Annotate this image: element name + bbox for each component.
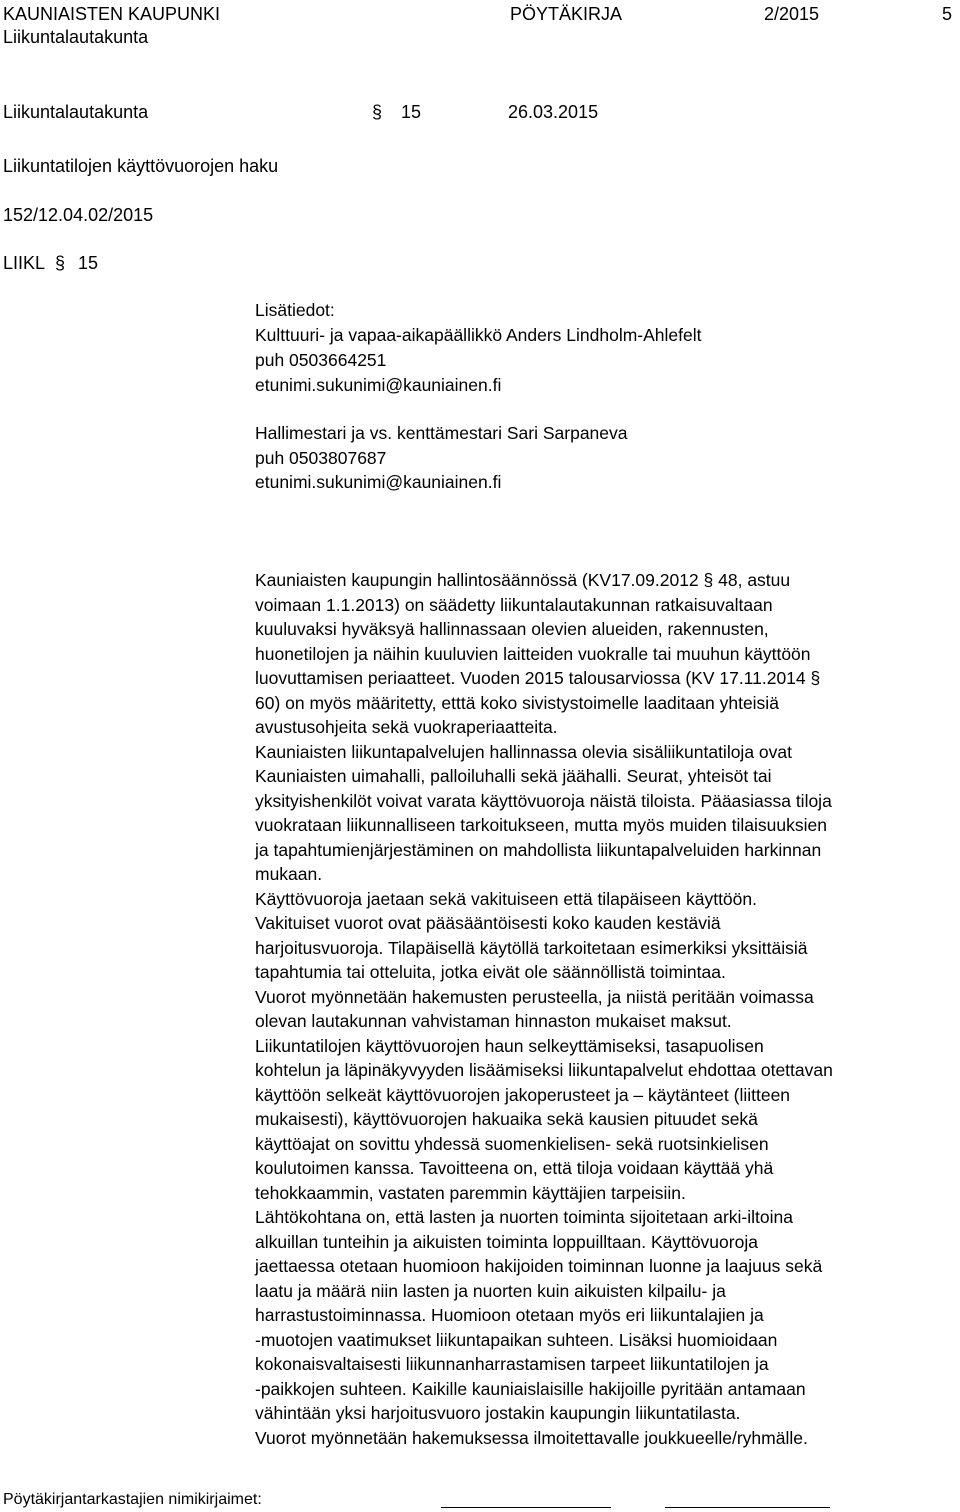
body-line: olevan lautakunnan vahvistaman hinnaston mukaiset maksut. bbox=[255, 1011, 732, 1031]
body-line: Kauniaisten uimahalli, palloiluhalli sekä jäähalli. Seurat, yhteisöt tai bbox=[255, 766, 772, 786]
body-line: kuuluvaksi hyväksyä hallinnassaan olevien alueiden, rakennusten, bbox=[255, 619, 769, 639]
meeting-date: 26.03.2015 bbox=[508, 102, 599, 122]
body-line: kohtelun ja läpinäkyvyyden lisäämiseksi liikuntapalvelut ehdottaa otettavan bbox=[255, 1060, 833, 1080]
section-mark: § bbox=[372, 102, 383, 122]
body-line: avustusohjeita sekä vuokraperiaatteita. bbox=[255, 717, 558, 737]
body-line: Lähtökohtana on, että lasten ja nuorten toiminta sijoitetaan arki-iltoina bbox=[255, 1207, 793, 1227]
body-line: kokonaisvaltaisesti liikunnanharrastamisen tarpeet liikuntatilojen ja bbox=[255, 1354, 769, 1374]
body-line: Käyttövuoroja jaetaan sekä vakituiseen että tilapäiseen käyttöön. bbox=[255, 888, 757, 909]
contact1-line: puh 0503664251 bbox=[255, 350, 387, 370]
contact2-line: etunimi.sukunimi@kauniainen.fi bbox=[255, 472, 502, 492]
header-doc-number: 2/2015 bbox=[764, 4, 820, 24]
body-line: -muotojen vaatimukset liikuntapaikan suhteen. Lisäksi huomioidaan bbox=[255, 1329, 778, 1350]
body-line: huonetilojen ja näihin kuuluvien laitteiden vuokralle tai muuhun käyttöön bbox=[255, 643, 811, 664]
body-line: Kauniaisten liikuntapalvelujen hallinnassa olevia sisäliikuntatiloja ovat bbox=[255, 741, 792, 762]
body-line: koulutoimen kanssa. Tavoitteena on, että tiloja voidaan käyttää yhä bbox=[255, 1158, 774, 1178]
body-line: voimaan 1.1.2013) on säädetty liikuntalautakunnan ratkaisuvaltaan bbox=[255, 594, 773, 615]
body-line: mukaan. bbox=[255, 864, 323, 884]
header-page-number: 5 bbox=[942, 4, 953, 24]
body-line: yksityishenkilöt voivat varata käyttövuoroja näistä tiloista. Pääasiassa tiloja bbox=[255, 790, 832, 811]
body-line: käyttöajat on sovittu yhdessä suomenkielisen- sekä ruotsinkielisen bbox=[255, 1133, 769, 1154]
case-number: 152/12.04.02/2015 bbox=[3, 205, 154, 225]
body-line: tehokkaammin, vastaten paremmin käyttäjien tarpeisiin. bbox=[255, 1182, 686, 1203]
body-line: ja tapahtumienjärjestäminen on mahdollista liikuntapalveluiden harkinnan bbox=[255, 839, 822, 860]
body-line: harjoitusvuoroja. Tilapäisellä käytöllä tarkoitetaan esimerkiksi yksittäisiä bbox=[255, 937, 808, 958]
meeting-body: Liikuntalautakunta bbox=[3, 102, 149, 122]
header-unit: Liikuntalautakunta bbox=[3, 27, 149, 47]
signature-line bbox=[665, 1507, 830, 1508]
body-line: Liikuntatilojen käyttövuorojen haun selkeyttämiseksi, tasapuolisen bbox=[255, 1035, 764, 1056]
body-line: luovuttamisen periaatteet. Vuoden 2015 talousarviossa (KV 17.11.2014 § bbox=[255, 668, 821, 688]
subject-title: Liikuntatilojen käyttövuorojen haku bbox=[3, 156, 279, 176]
contact2-line: puh 0503807687 bbox=[255, 448, 387, 468]
body-line: Vuorot myönnetään hakemusten perusteella, ja niistä peritään voimassa bbox=[255, 986, 814, 1007]
clause-number: 15 bbox=[78, 253, 99, 273]
body-line: -paikkojen suhteen. Kaikille kauniaislaisille hakijoille pyritään antamaan bbox=[255, 1378, 806, 1399]
clause-label: LIIKL bbox=[3, 253, 46, 273]
contact1-line: etunimi.sukunimi@kauniainen.fi bbox=[255, 375, 502, 395]
signature-label: Pöytäkirjantarkastajien nimikirjaimet: bbox=[3, 1491, 262, 1508]
body-line: käyttöön selkeät käyttövuorojen jakoperusteet ja – käytänteet (liitteen bbox=[255, 1084, 791, 1105]
signature-line bbox=[441, 1507, 611, 1508]
body-line: vuokrataan liikunnalliseen tarkoitukseen, mutta myös muiden tilaisuuksien bbox=[255, 815, 827, 835]
body-line: vähintään yksi harjoitusvuoro jostakin kaupungin liikuntatilasta. bbox=[255, 1403, 741, 1423]
header-org: KAUNIAISTEN KAUPUNKI bbox=[3, 4, 221, 24]
contact1-line: Kulttuuri- ja vapaa-aikapäällikkö Anders Lindholm-Ahlefelt bbox=[255, 325, 702, 345]
body-line: Vakituiset vuorot ovat pääsääntöisesti koko kauden kestäviä bbox=[255, 913, 721, 933]
contact2-line: Hallimestari ja vs. kenttämestari Sari Sarpaneva bbox=[255, 423, 628, 443]
clause-mark: § bbox=[55, 253, 66, 273]
contacts-heading: Lisätiedot: bbox=[255, 300, 335, 320]
body-line: harrastustoiminnassa. Huomioon otetaan myös eri liikuntalajien ja bbox=[255, 1305, 764, 1325]
body-text bbox=[255, 568, 960, 1450]
body-line: jaettaessa otetaan huomioon hakijoiden toiminnan luonne ja laajuus sekä bbox=[255, 1256, 823, 1276]
body-line: laatu ja määrä niin lasten ja nuorten kuin aikuisten kilpailu- ja bbox=[255, 1280, 726, 1301]
body-line: Kauniaisten kaupungin hallintosäännössä (KV17.09.2012 § 48, astuu bbox=[255, 570, 791, 590]
body-line: Vuorot myönnetään hakemuksessa ilmoitettavalle joukkueelle/ryhmälle. bbox=[255, 1427, 808, 1448]
header-doc-type: PÖYTÄKIRJA bbox=[510, 4, 623, 24]
body-line: tapahtumia tai otteluita, jotka eivät ole säännöllistä toimintaa. bbox=[255, 962, 726, 982]
body-line: 60) on myös määritetty, etttä koko sivistystoimelle laaditaan yhteisiä bbox=[255, 692, 779, 713]
body-line: alkuillan tunteihin ja aikuisten toiminta loppuilltaan. Käyttövuoroja bbox=[255, 1231, 758, 1252]
body-line: mukaisesti), käyttövuorojen hakuaika sekä kausien pituudet sekä bbox=[255, 1109, 758, 1129]
section-number: 15 bbox=[401, 102, 422, 122]
